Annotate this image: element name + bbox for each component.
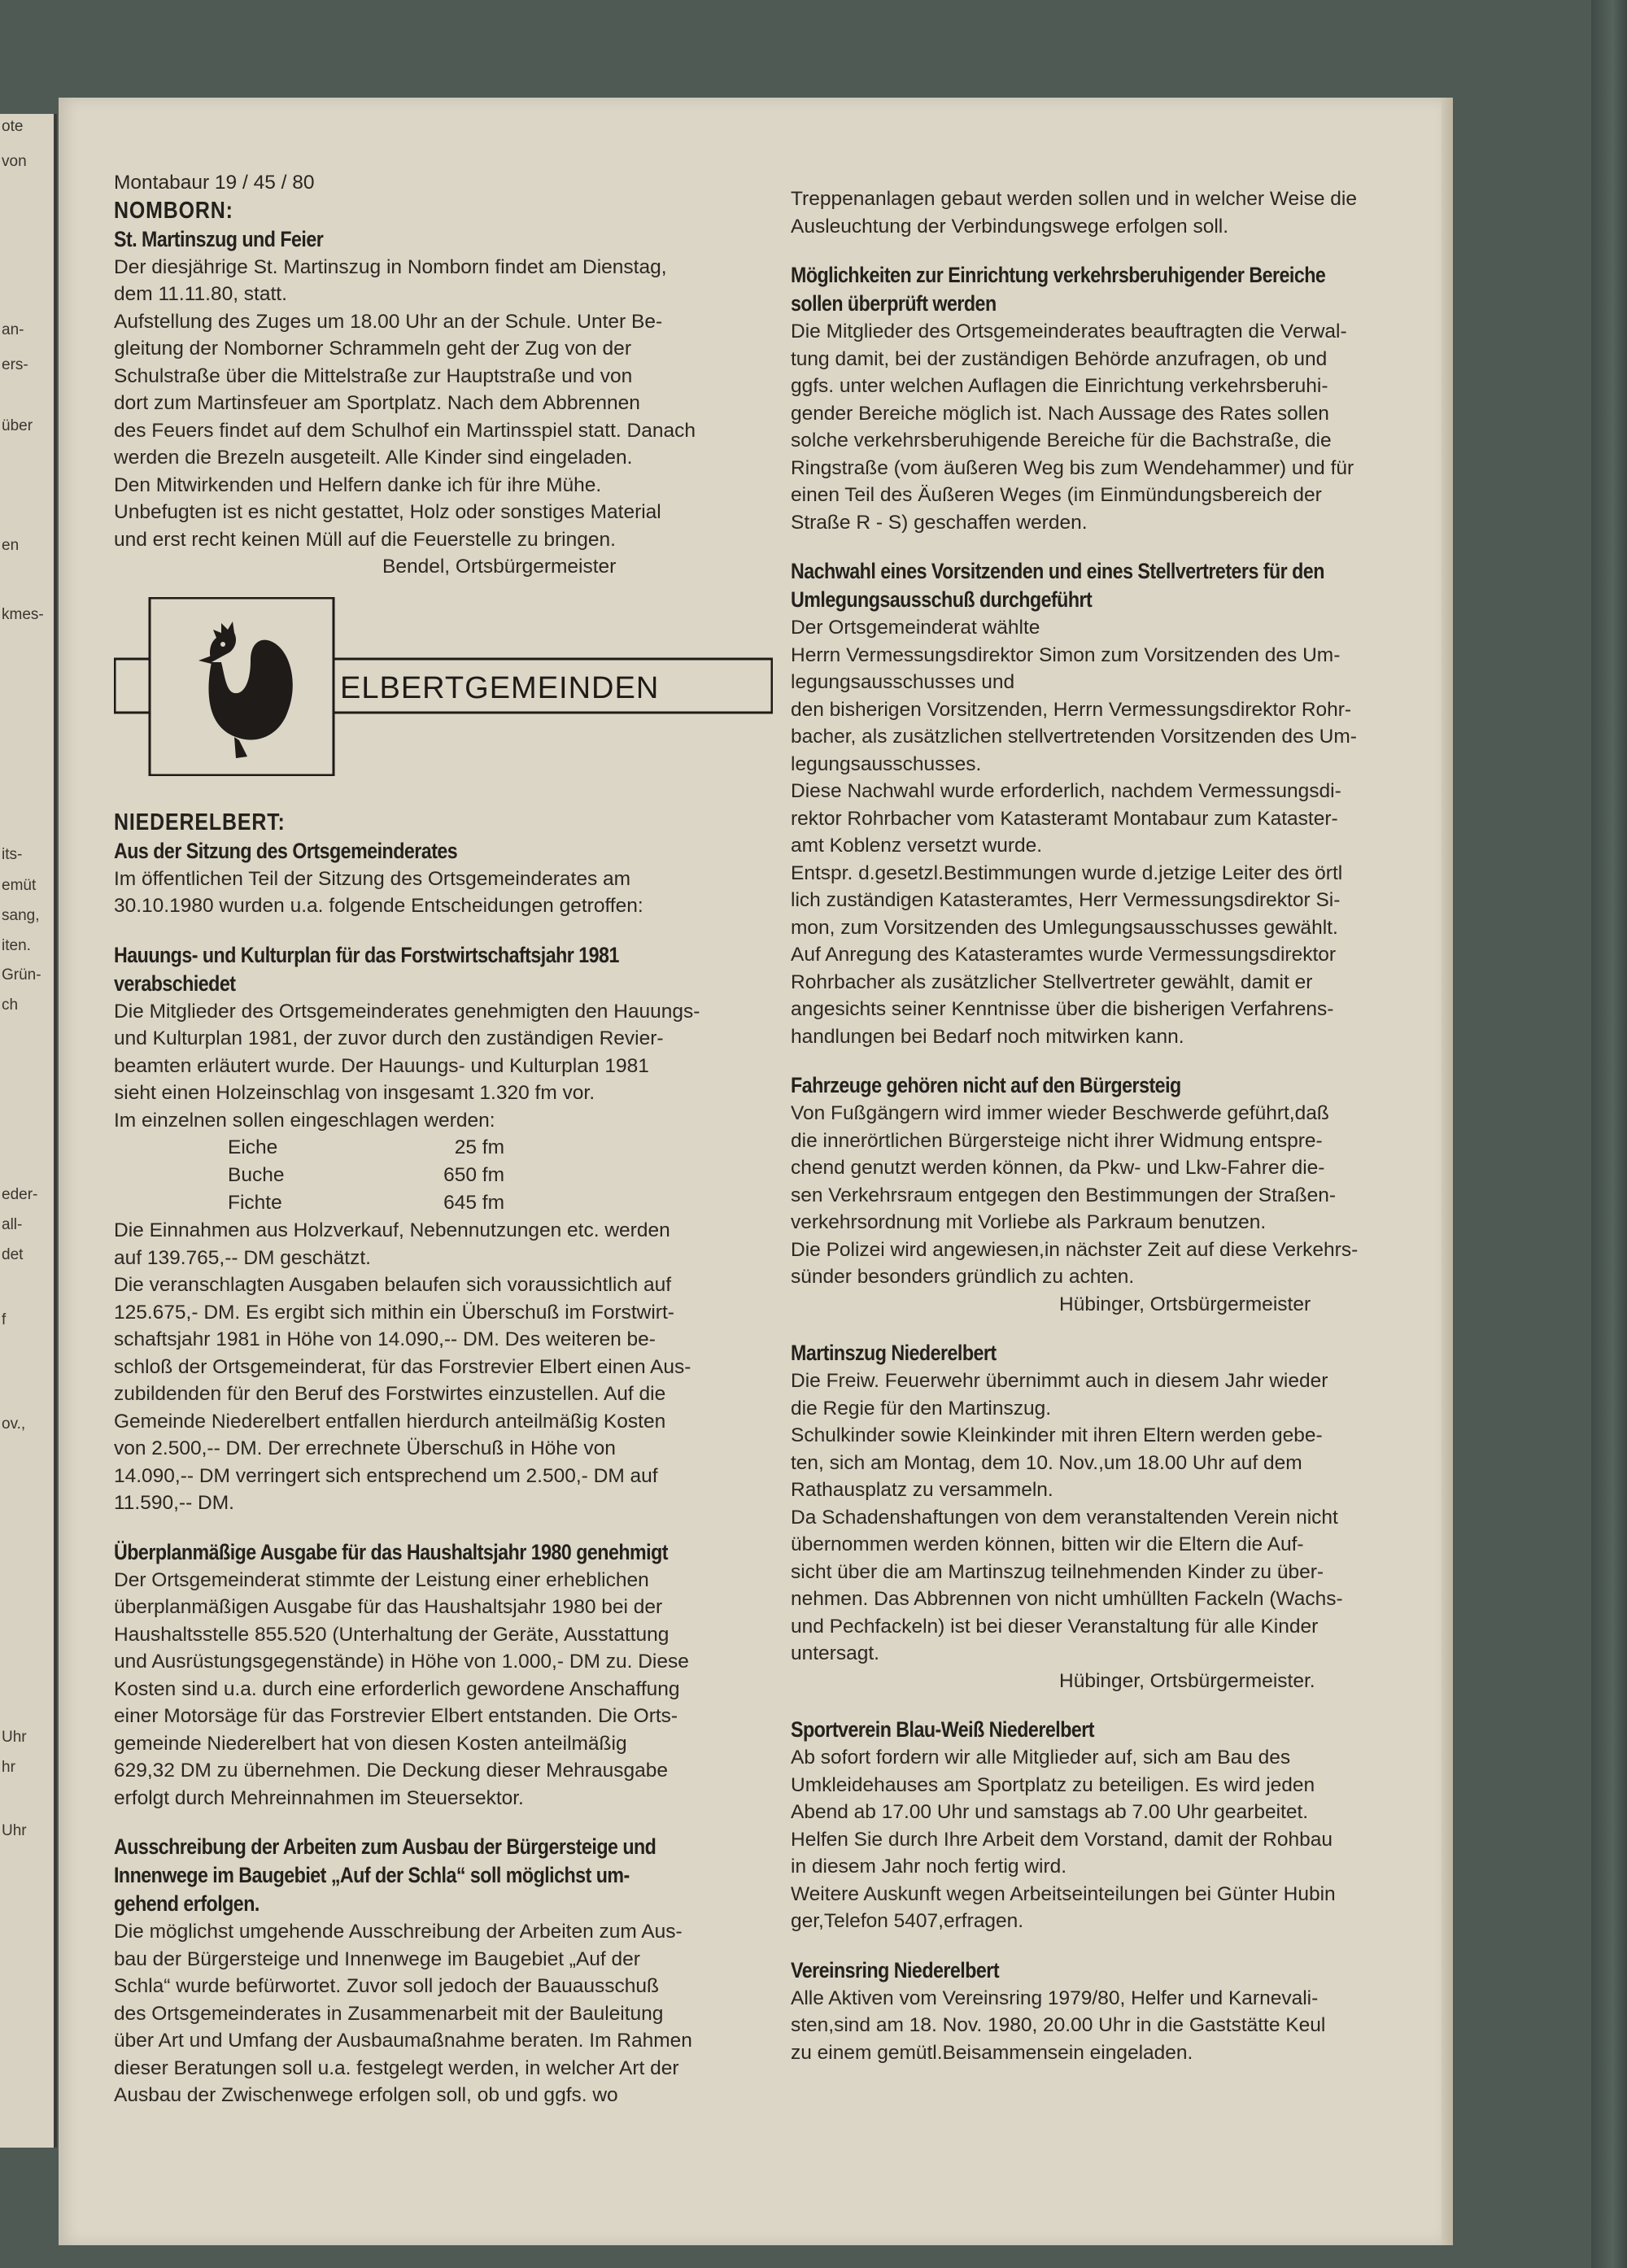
article-body xyxy=(114,1567,805,1812)
article-heading xyxy=(114,941,805,998)
text-line: Ausbau der Zwischenwege erfolgen soll, ob und ggfs. wo xyxy=(114,2084,618,2106)
article-body xyxy=(114,998,805,1135)
text-line: und Ausrüstungsgegenstände) in Höhe von 1.000,- DM zu. Diese xyxy=(114,1651,689,1673)
text-line: Diese Nachwahl wurde erforderlich, nachdem Vermessungsdi- xyxy=(791,780,1341,802)
text-line: amt Koblenz versetzt wurde. xyxy=(791,835,1043,857)
timber-row xyxy=(228,1162,504,1189)
text-line: 11.590,-- DM. xyxy=(114,1492,234,1514)
text-line: Die Mitglieder des Ortsgemeinderates beauftragten die Verwal- xyxy=(791,321,1347,342)
text-line: dieser Beratungen soll u.a. festgelegt werden, in welcher Art der xyxy=(114,2056,679,2079)
text-line: die innerörtlichen Bürgersteige nicht ihrer Widmung entspre- xyxy=(791,1129,1323,1152)
text-line: rektor Rohrbacher vom Katasteramt Montabaur zum Kataster- xyxy=(791,807,1338,830)
text-line: Von Fußgängern wird immer wieder Beschwerde geführt,daß xyxy=(791,1102,1329,1124)
right-column xyxy=(791,185,1474,2066)
article-body xyxy=(791,1367,1474,1668)
previous-page-text-fragment: all- xyxy=(2,1216,23,1233)
text-line: Den Mitwirkenden und Helfern danke ich für ihre Mühe. xyxy=(114,473,602,496)
place-heading-niederelbert: NIEDERELBERT: xyxy=(114,809,286,835)
article-body xyxy=(114,866,805,920)
article-body xyxy=(791,614,1474,1050)
text-line: die Regie für den Martinszug. xyxy=(791,1397,1052,1420)
text-line: Entspr. d.gesetzl.Bestimmungen wurde d.jetzige Leiter des örtl xyxy=(791,861,1343,884)
article-heading: St. Martinszug und Feier xyxy=(114,226,324,251)
article-heading xyxy=(791,261,1474,318)
text-line: Straße R - S) geschaffen werden. xyxy=(791,511,1088,534)
heading-line: Hauungs- und Kulturplan für das Forstwirtschaftsjahr 1981 xyxy=(114,942,619,967)
newspaper-page xyxy=(59,98,1442,2245)
text-line: Aufstellung des Zuges um 18.00 Uhr an der Schule. Unter Be- xyxy=(114,310,663,333)
previous-page-text-fragment: an- xyxy=(2,321,24,338)
signature: Hübinger, Ortsbürgermeister. xyxy=(1059,1669,1315,1692)
heading-line: gehend erfolgen. xyxy=(114,1891,260,1916)
heading-line: Vereinsring Niederelbert xyxy=(791,1957,1000,1982)
heading-line: Martinszug Niederelbert xyxy=(791,1341,997,1365)
heading-line: Fahrzeuge gehören nicht auf den Bürgersteig xyxy=(791,1073,1181,1097)
previous-page-text-fragment: ote xyxy=(2,118,24,135)
text-line: des Ortsgemeinderates in Zusammenarbeit mit der Bauleitung xyxy=(114,2002,664,2025)
previous-page-text-fragment: f xyxy=(2,1311,7,1328)
text-line: bacher, als zusätzlichen stellvertretenden Vorsitzenden des Um- xyxy=(791,726,1357,748)
article-body xyxy=(791,185,1474,240)
text-line: Schulkinder sowie Kleinkinder mit ihren Eltern werden gebe- xyxy=(791,1424,1323,1446)
previous-page-text-fragment: emüt xyxy=(2,877,37,894)
text-line: von 2.500,-- DM. Der errechnete Überschuß in Höhe von xyxy=(114,1437,616,1459)
text-line: Der diesjährige St. Martinszug in Nomborn findet am Dienstag, xyxy=(114,255,667,278)
text-line: sünder besonders gründlich zu achten. xyxy=(791,1266,1135,1288)
heading-line: Nachwahl eines Vorsitzenden und eines Stellvertreters für den xyxy=(791,559,1324,583)
text-line: gender Bereiche möglich ist. Nach Aussage des Rates sollen xyxy=(791,402,1329,425)
previous-page-text-fragment: its- xyxy=(2,846,23,863)
text-line: Ausleuchtung der Verbindungswege erfolgen soll. xyxy=(791,215,1229,238)
article-body xyxy=(114,254,805,554)
previous-page-text-fragment: iten. xyxy=(2,937,31,954)
text-line: Herrn Vermessungsdirektor Simon zum Vorsitzenden des Um- xyxy=(791,643,1341,666)
text-line: Im einzelnen sollen eingeschlagen werden: xyxy=(114,1109,495,1132)
timber-table xyxy=(228,1134,504,1217)
previous-page-text-fragment: ch xyxy=(2,997,19,1014)
text-line: untersagt. xyxy=(791,1642,879,1664)
text-line: Ringstraße (vom äußeren Weg bis zum Wendehammer) und für xyxy=(791,456,1354,479)
text-line: Da Schadenshaftungen von dem veranstaltenden Verein nicht xyxy=(791,1506,1338,1529)
heading-line: verabschiedet xyxy=(114,970,236,996)
article-body xyxy=(114,1918,805,2109)
text-line: Helfen Sie durch Ihre Arbeit dem Vorstand, damit der Rohbau xyxy=(791,1828,1333,1851)
text-line: verkehrsordnung mit Vorliebe als Parkraum benutzen. xyxy=(791,1211,1267,1233)
text-line: legungsausschusses. xyxy=(791,752,982,775)
text-line: Im öffentlichen Teil der Sitzung des Ortsgemeinderates am xyxy=(114,867,631,890)
book-cover-edge xyxy=(1591,0,1627,2268)
timber-species: Eiche xyxy=(228,1136,278,1159)
text-line: Die veranschlagten Ausgaben belaufen sich voraussichtlich auf xyxy=(114,1274,672,1296)
text-line: dort zum Martinsfeuer am Sportplatz. Nach dem Abbrennen xyxy=(114,392,640,414)
article-body xyxy=(791,1744,1474,1935)
issue-reference: Montabaur 19 / 45 / 80 xyxy=(114,172,315,194)
text-line: werden die Brezeln ausgeteilt. Alle Kinder sind eingeladen. xyxy=(114,447,633,469)
text-line: und erst recht keinen Müll auf die Feuerstelle zu bringen. xyxy=(114,528,616,551)
previous-page-text-fragment: sang, xyxy=(2,907,40,924)
previous-page-text-fragment: hr xyxy=(2,1759,15,1776)
text-line: einer Motorsäge für das Forstrevier Elbert entstanden. Die Orts- xyxy=(114,1705,678,1727)
timber-row xyxy=(228,1189,504,1217)
page-stack-edge xyxy=(1442,98,1453,2245)
text-line: schaftsjahr 1981 in Höhe von 14.090,-- DM. Des weiteren be- xyxy=(114,1328,656,1350)
article-body xyxy=(114,1217,805,1517)
text-line: beamten erläutert wurde. Der Hauungs- und Kulturplan 1981 xyxy=(114,1054,649,1077)
text-line: sieht einen Holzeinschlag von insgesamt 1.320 fm vor. xyxy=(114,1082,595,1104)
previous-page-text-fragment: Uhr xyxy=(2,1822,27,1839)
timber-amount: 25 fm xyxy=(454,1136,504,1159)
text-line: Haushaltsstelle 855.520 (Unterhaltung der Geräte, Ausstattung xyxy=(114,1623,670,1646)
text-line: 125.675,- DM. Es ergibt sich mithin ein Überschuß im Forstwirt- xyxy=(114,1301,674,1324)
text-line: Schulstraße über die Mittelstraße zur Hauptstraße und von xyxy=(114,364,633,387)
text-line: Der Ortsgemeinderat wählte xyxy=(791,617,1040,639)
text-line: bau der Bürgersteige und Innenwege im Baugebiet „Auf der xyxy=(114,1947,640,1970)
text-line: Der Ortsgemeinderat stimmte der Leistung einer erheblichen xyxy=(114,1568,649,1591)
text-line: Ab sofort fordern wir alle Mitglieder auf, sich am Bau des xyxy=(791,1747,1291,1769)
text-line: Die Freiw. Feuerwehr übernimmt auch in diesem Jahr wieder xyxy=(791,1370,1328,1392)
text-line: übernommen werden können, bitten wir die Eltern die Auf- xyxy=(791,1533,1304,1555)
text-line: Gemeinde Niederelbert entfallen hierdurch anteilmäßig Kosten xyxy=(114,1410,666,1433)
previous-page-text-fragment: eder- xyxy=(2,1186,38,1203)
text-line: Alle Aktiven vom Vereinsring 1979/80, Helfer und Karnevali- xyxy=(791,1987,1319,2009)
previous-page-text-fragment: von xyxy=(2,153,27,170)
section-title: ELBERTGEMEINDEN xyxy=(340,670,660,705)
article-heading xyxy=(114,1538,805,1567)
text-line: und Kulturplan 1981, der zuvor durch den zuständigen Revier- xyxy=(114,1027,664,1049)
text-line: solche verkehrsberuhigende Bereiche für die Bachstraße, die xyxy=(791,430,1332,451)
text-line: mon, zum Vorsitzenden des Umlegungsausschusses gewählt. xyxy=(791,916,1338,939)
article-heading: Aus der Sitzung des Ortsgemeinderates xyxy=(114,838,458,863)
text-line: sten,sind am 18. Nov. 1980, 20.00 Uhr in die Gaststätte Keul xyxy=(791,2014,1326,2036)
article-body xyxy=(791,1985,1474,2067)
text-line: über Art und Umfang der Ausbaumaßnahme beraten. Im Rahmen xyxy=(114,2030,692,2052)
text-line: ten, sich am Montag, dem 10. Nov.,um 18.00 Uhr auf dem xyxy=(791,1451,1302,1474)
left-column xyxy=(114,98,805,2109)
text-line: des Feuers findet auf dem Schulhof ein Martinsspiel statt. Danach xyxy=(114,419,696,442)
previous-page-text-fragment: Uhr xyxy=(2,1729,27,1746)
section-logo xyxy=(114,597,805,784)
text-line: Die Einnahmen aus Holzverkauf, Nebennutzungen etc. werden xyxy=(114,1219,670,1241)
article-heading xyxy=(791,1956,1474,1985)
heading-line: sollen überprüft werden xyxy=(791,291,997,316)
text-line: Rohrbacher als zusätzlicher Stellvertreter gewählt, damit er xyxy=(791,970,1313,993)
heading-line: Ausschreibung der Arbeiten zum Ausbau der Bürgersteige und xyxy=(114,1834,656,1859)
text-line: Weitere Auskunft wegen Arbeitseinteilungen bei Günter Hubin xyxy=(791,1882,1336,1905)
signature: Hübinger, Ortsbürgermeister xyxy=(1059,1293,1311,1315)
text-line: gemeinde Niederelbert hat von diesen Kosten anteilmäßig xyxy=(114,1732,627,1755)
text-line: Umkleidehauses am Sportplatz zu beteiligen. Es wird jeden xyxy=(791,1773,1315,1796)
text-line: Die Polizei wird angewiesen,in nächster Zeit auf diese Verkehrs- xyxy=(791,1238,1359,1261)
article-heading xyxy=(791,1716,1474,1744)
article-body xyxy=(791,1100,1474,1291)
text-line: Schla“ wurde befürwortet. Zuvor soll jedoch der Bauausschuß xyxy=(114,1975,659,1997)
timber-species: Fichte xyxy=(228,1192,282,1215)
text-line: Auf Anregung des Katasteramtes wurde Vermessungsdirektor xyxy=(791,944,1337,966)
text-line: tung damit, bei der zuständigen Behörde anzufragen, ob und xyxy=(791,347,1328,370)
text-line: in diesem Jahr noch fertig wird. xyxy=(791,1856,1067,1878)
text-line: auf 139.765,-- DM geschätzt. xyxy=(114,1246,371,1269)
text-line: Kosten sind u.a. durch eine erforderlich gewordene Anschaffung xyxy=(114,1677,680,1700)
previous-page-text-fragment: ers- xyxy=(2,356,28,373)
text-line: sicht über die am Martinszug teilnehmenden Kinder zu über- xyxy=(791,1560,1324,1583)
text-line: 30.10.1980 wurden u.a. folgende Entscheidungen getroffen: xyxy=(114,895,643,917)
text-line: zu einem gemütl.Beisammensein eingeladen. xyxy=(791,2041,1193,2064)
text-line: zubildenden für den Beruf des Forstwirtes einzustellen. Auf die xyxy=(114,1383,666,1405)
text-line: und Pechfackeln) ist bei dieser Veranstaltung für alle Kinder xyxy=(791,1615,1319,1638)
text-line: schloß der Ortsgemeinderat, für das Forstrevier Elbert einen Aus- xyxy=(114,1355,691,1378)
text-line: einen Teil des Äußeren Weges (im Einmündungsbereich der xyxy=(791,484,1322,506)
previous-page-text-fragment: ov., xyxy=(2,1415,26,1433)
previous-page-text-fragment: Grün- xyxy=(2,966,41,984)
timber-row xyxy=(228,1134,504,1162)
text-line: Unbefugten ist es nicht gestattet, Holz oder sonstiges Material xyxy=(114,501,661,523)
article-heading xyxy=(114,1833,805,1918)
heading-line: Innenwege im Baugebiet „Auf der Schla“ soll möglichst um- xyxy=(114,1863,630,1887)
signature: Bendel, Ortsbürgermeister xyxy=(382,556,617,578)
text-line: lich zuständigen Katasteramtes, Herr Vermessungsdirektor Si- xyxy=(791,889,1341,911)
text-line: 14.090,-- DM verringert sich entsprechend um 2.500,- DM auf xyxy=(114,1464,658,1487)
text-line: erfolgt durch Mehreinnahmen im Steuersektor. xyxy=(114,1786,524,1809)
heading-line: Sportverein Blau-Weiß Niederelbert xyxy=(791,1717,1094,1742)
text-line: legungsausschusses und xyxy=(791,671,1015,693)
place-heading-nomborn: NOMBORN: xyxy=(114,197,233,224)
heading-line: Möglichkeiten zur Einrichtung verkehrsberuhigender Bereiche xyxy=(791,263,1326,287)
previous-page-edge xyxy=(0,114,57,2148)
previous-page-text-fragment: det xyxy=(2,1246,24,1263)
timber-amount: 645 fm xyxy=(443,1192,504,1215)
previous-page-text-fragment: kmes- xyxy=(2,606,44,623)
article-heading xyxy=(791,1071,1474,1100)
text-line: chend genutzt werden können, da Pkw- und Lkw-Fahrer die- xyxy=(791,1157,1325,1179)
text-line: Treppenanlagen gebaut werden sollen und in welcher Weise die xyxy=(791,188,1357,210)
text-line: Rathausplatz zu versammeln. xyxy=(791,1479,1053,1501)
text-line: 629,32 DM zu übernehmen. Die Deckung dieser Mehrausgabe xyxy=(114,1760,668,1782)
article-body xyxy=(791,318,1474,536)
text-line: angesichts seiner Kenntnisse über die bisherigen Verfahrens- xyxy=(791,998,1334,1020)
previous-page-text-fragment: über xyxy=(2,417,33,434)
timber-amount: 650 fm xyxy=(443,1164,504,1187)
text-line: nehmen. Das Abbrennen von nicht umhüllten Fackeln (Wachs- xyxy=(791,1588,1343,1610)
article-heading xyxy=(791,1339,1474,1367)
text-line: handlungen bei Bedarf noch mitwirken kann. xyxy=(791,1025,1184,1048)
text-line: gleitung der Nomborner Schrammeln geht der Zug von der xyxy=(114,338,631,360)
text-line: überplanmäßigen Ausgabe für das Haushaltsjahr 1980 bei der xyxy=(114,1596,663,1618)
heading-line: Überplanmäßige Ausgabe für das Haushaltsjahr 1980 genehmigt xyxy=(114,1539,668,1564)
text-line: ger,Telefon 5407,erfragen. xyxy=(791,1910,1024,1932)
timber-species: Buche xyxy=(228,1164,285,1187)
text-line: Die Mitglieder des Ortsgemeinderates genehmigten den Hauungs- xyxy=(114,1000,700,1023)
text-line: Abend ab 17.00 Uhr und samstags ab 7.00 Uhr gearbeitet. xyxy=(791,1801,1309,1823)
previous-page-text-fragment: en xyxy=(2,537,20,554)
article-heading xyxy=(791,557,1474,614)
text-line: ggfs. unter welchen Auflagen die Einrichtung verkehrsberuhi- xyxy=(791,375,1328,397)
text-line: dem 11.11.80, statt. xyxy=(114,283,287,305)
text-line: Die möglichst umgehende Ausschreibung der Arbeiten zum Aus- xyxy=(114,1921,683,1943)
text-line: den bisherigen Vorsitzenden, Herrn Vermessungsdirektor Rohr- xyxy=(791,698,1352,721)
text-line: sen Verkehrsraum entgegen den Bestimmungen der Straßen- xyxy=(791,1184,1337,1206)
heading-line: Umlegungsausschuß durchgeführt xyxy=(791,587,1093,612)
